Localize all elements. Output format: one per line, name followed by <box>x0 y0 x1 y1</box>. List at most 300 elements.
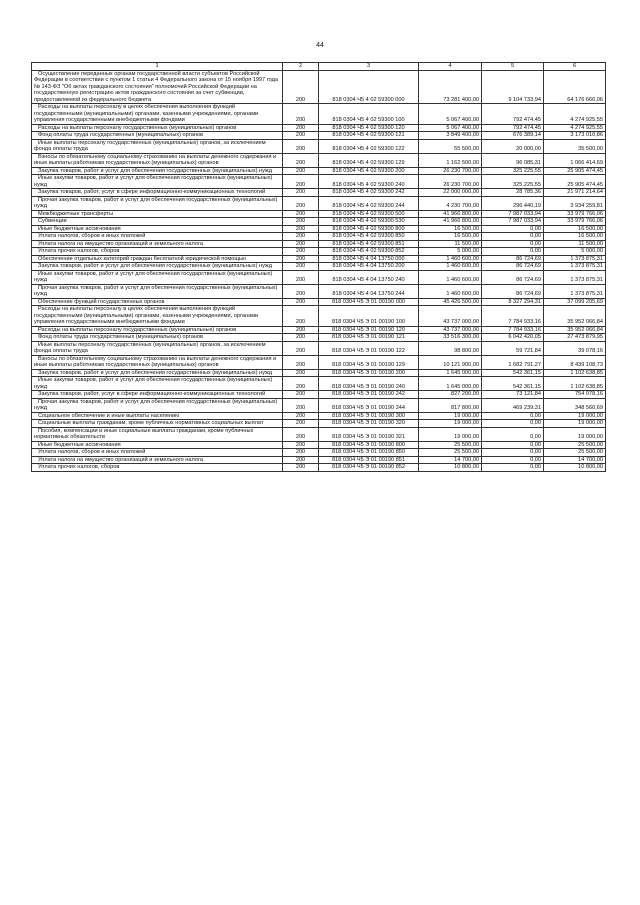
row-executed-amount: 0,00 <box>482 449 544 457</box>
row-name <box>32 284 283 298</box>
row-line-code: 200 <box>283 263 319 271</box>
row-unexecuted-amount: 348 560,69 <box>544 398 606 412</box>
row-classification-code: 818 0304 Ч5 4 04 13750 000 <box>319 255 419 263</box>
table-row <box>32 427 606 441</box>
row-classification-code: 818 0304 Ч5 Э 01 00190 121 <box>319 334 419 342</box>
row-name-text: Осуществление переданных органам государственной власти субъектов Российской Федерации в соответствии с пунктом 1 статьи 4 Федерального закона от 15 ноября 1997 года № 143-ФЗ "Об актах гражданского состояния" полномочий Российской Федерации на государственную регистрацию актов гражданского состояния за счет субвенции, предоставляемой из федерального бюджета <box>34 70 278 103</box>
row-executed-amount: 792 474,45 <box>482 104 544 125</box>
row-name <box>32 326 283 334</box>
row-approved-amount: 55 500,00 <box>419 139 482 153</box>
table-row <box>32 104 606 125</box>
row-name <box>32 270 283 284</box>
row-line-code: 200 <box>283 210 319 218</box>
row-approved-amount: 1 460 600,00 <box>419 255 482 263</box>
row-classification-code: 818 0304 Ч5 Э 01 00190 244 <box>319 398 419 412</box>
row-unexecuted-amount: 27 473 879,95 <box>544 334 606 342</box>
table-row <box>32 298 606 306</box>
row-approved-amount: 827 200,00 <box>419 391 482 399</box>
row-name-text: Иные бюджетные ассигнования <box>38 441 121 448</box>
row-name <box>32 377 283 391</box>
row-name-text: Иные бюджетные ассигнования <box>38 225 121 232</box>
row-line-code: 200 <box>283 326 319 334</box>
budget-table <box>31 62 606 472</box>
row-unexecuted-amount: 25 500,00 <box>544 441 606 449</box>
row-approved-amount: 22 000 000,00 <box>419 189 482 197</box>
row-name <box>32 298 283 306</box>
row-approved-amount: 43 737 000,00 <box>419 306 482 327</box>
row-name <box>32 218 283 226</box>
row-name-text: Расходы на выплаты персоналу в целях обеспечения выполнения функций государственными (муниципальными) органами, казенными учреждениями, органами управления государственными внебюджетными фондами <box>34 306 259 325</box>
row-line-code: 200 <box>283 218 319 226</box>
row-classification-code: 818 0304 Ч5 Э 01 00190 851 <box>319 456 419 464</box>
row-executed-amount: 0,00 <box>482 233 544 241</box>
row-classification-code: 818 0304 Ч5 4 02 59300 500 <box>319 210 419 218</box>
row-approved-amount: 10 800,00 <box>419 464 482 472</box>
row-name <box>32 464 283 472</box>
row-executed-amount: 1 682 791,27 <box>482 355 544 369</box>
table-row <box>32 391 606 399</box>
row-executed-amount: 96 085,31 <box>482 153 544 167</box>
row-unexecuted-amount: 1 373 875,31 <box>544 255 606 263</box>
row-name <box>32 104 283 125</box>
row-line-code: 200 <box>283 306 319 327</box>
row-name-text: Иные выплаты персоналу государственных (муниципальных) органов, за исключением фонда оплаты труда <box>34 341 266 354</box>
row-name-text: Уплата налогов, сборов и иных платежей <box>38 449 146 455</box>
row-approved-amount: 4 230 700,00 <box>419 196 482 210</box>
table-row <box>32 441 606 449</box>
row-unexecuted-amount: 33 979 766,06 <box>544 210 606 218</box>
row-name <box>32 334 283 342</box>
row-approved-amount: 11 500,00 <box>419 240 482 248</box>
row-classification-code: 818 0304 Ч5 4 02 59300 100 <box>319 104 419 125</box>
row-executed-amount: 542 361,15 <box>482 377 544 391</box>
table-row <box>32 225 606 233</box>
row-name-text: Взносы по обязательному социальному страхованию на выплаты денежного содержания и иные выплаты работникам государственных (муниципальных) органов <box>34 153 277 166</box>
row-executed-amount: 542 361,15 <box>482 369 544 377</box>
row-executed-amount: 0,00 <box>482 456 544 464</box>
table-row <box>32 464 606 472</box>
table-row <box>32 175 606 189</box>
row-name <box>32 175 283 189</box>
table-row <box>32 369 606 377</box>
row-line-code: 200 <box>283 298 319 306</box>
row-classification-code: 818 0304 Ч5 Э 01 00190 300 <box>319 412 419 420</box>
row-unexecuted-amount: 37 099 205,69 <box>544 298 606 306</box>
row-line-code: 200 <box>283 248 319 256</box>
row-executed-amount: 0,00 <box>482 464 544 472</box>
row-name-text: Иные закупки товаров, работ и услуг для обеспечения государственных (муниципальных) нужд <box>34 175 273 188</box>
row-unexecuted-amount: 1 066 414,69 <box>544 153 606 167</box>
row-name <box>32 369 283 377</box>
row-line-code: 200 <box>283 240 319 248</box>
row-name <box>32 255 283 263</box>
row-executed-amount: 7 784 933,16 <box>482 326 544 334</box>
row-name <box>32 355 283 369</box>
row-approved-amount: 41 966 800,00 <box>419 218 482 226</box>
row-name-text: Иные выплаты персоналу государственных (муниципальных) органов, за исключением фонда оплаты труда <box>34 139 266 152</box>
row-name <box>32 167 283 175</box>
row-line-code: 200 <box>283 124 319 132</box>
table-row <box>32 248 606 256</box>
row-executed-amount: 7 987 033,94 <box>482 210 544 218</box>
row-classification-code: 818 0304 Ч5 4 02 59300 122 <box>319 139 419 153</box>
row-line-code: 200 <box>283 412 319 420</box>
row-line-code: 200 <box>283 196 319 210</box>
row-unexecuted-amount: 1 102 638,85 <box>544 369 606 377</box>
row-approved-amount: 19 000,00 <box>419 427 482 441</box>
row-classification-code: 818 0304 Ч5 4 02 59300 000 <box>319 70 419 104</box>
row-unexecuted-amount: 4 274 925,55 <box>544 124 606 132</box>
row-approved-amount: 817 800,00 <box>419 398 482 412</box>
row-unexecuted-amount: 1 373 875,31 <box>544 263 606 271</box>
row-unexecuted-amount: 33 979 766,06 <box>544 218 606 226</box>
table-row <box>32 263 606 271</box>
row-approved-amount: 73 281 400,00 <box>419 70 482 104</box>
row-classification-code: 818 0304 Ч5 4 02 59300 121 <box>319 132 419 140</box>
row-unexecuted-amount: 5 000,00 <box>544 248 606 256</box>
row-unexecuted-amount: 1 373 875,31 <box>544 284 606 298</box>
row-unexecuted-amount: 35 952 066,84 <box>544 326 606 334</box>
row-unexecuted-amount: 21 971 214,64 <box>544 189 606 197</box>
row-classification-code: 818 0304 Ч5 4 04 13750 200 <box>319 263 419 271</box>
row-classification-code: 818 0304 Ч5 Э 01 00190 100 <box>319 306 419 327</box>
row-unexecuted-amount: 1 373 875,31 <box>544 270 606 284</box>
row-name-text: Закупка товаров, работ, услуг в сфере информационно-коммуникационных технологий <box>38 189 266 195</box>
table-row <box>32 240 606 248</box>
row-unexecuted-amount: 16 500,00 <box>544 225 606 233</box>
row-approved-amount: 5 067 400,00 <box>419 124 482 132</box>
row-executed-amount: 28 785,36 <box>482 189 544 197</box>
row-executed-amount: 86 724,69 <box>482 263 544 271</box>
row-unexecuted-amount: 25 500,00 <box>544 449 606 457</box>
row-classification-code: 818 0304 Ч5 Э 01 00190 122 <box>319 341 419 355</box>
row-unexecuted-amount: 64 176 666,06 <box>544 70 606 104</box>
row-approved-amount: 41 966 800,00 <box>419 210 482 218</box>
table-row <box>32 456 606 464</box>
row-executed-amount: 6 042 420,05 <box>482 334 544 342</box>
row-name-text: Закупка товаров, работ, услуг в сфере информационно-коммуникационных технологий <box>38 391 266 397</box>
row-line-code: 200 <box>283 167 319 175</box>
row-line-code: 200 <box>283 139 319 153</box>
row-classification-code: 818 0304 Ч5 4 02 59300 800 <box>319 225 419 233</box>
row-name-text: Расходы на выплаты персоналу в целях обеспечения выполнения функций государственными (муниципальными) органами, казенными учреждениями, органами управления государственными внебюджетными фондами <box>34 104 259 123</box>
row-line-code: 200 <box>283 449 319 457</box>
row-name <box>32 233 283 241</box>
table-row <box>32 210 606 218</box>
row-approved-amount: 98 800,00 <box>419 341 482 355</box>
row-name-text: Прочая закупка товаров, работ и услуг для обеспечения государственных (муниципальных) нужд <box>34 196 278 209</box>
row-executed-amount: 325 225,55 <box>482 167 544 175</box>
row-name-text: Уплата прочих налогов, сборов <box>38 464 120 470</box>
row-classification-code: 818 0304 Ч5 Э 01 00190 320 <box>319 420 419 428</box>
row-name-text: Закупка товаров, работ и услуг для обеспечения государственных (муниципальных) нужд <box>38 369 272 376</box>
row-classification-code: 818 0304 Ч5 4 02 59300 129 <box>319 153 419 167</box>
row-name <box>32 306 283 327</box>
row-executed-amount: 0,00 <box>482 248 544 256</box>
row-approved-amount: 1 162 500,00 <box>419 153 482 167</box>
table-row <box>32 70 606 104</box>
row-unexecuted-amount: 19 000,00 <box>544 427 606 441</box>
row-name-text: Межбюджетные трансферты <box>38 210 114 217</box>
row-approved-amount: 1 460 600,00 <box>419 284 482 298</box>
row-name-text: Социальные выплаты гражданам, кроме публичных нормативных социальных выплат <box>38 420 264 426</box>
table-row <box>32 334 606 342</box>
table-row <box>32 189 606 197</box>
row-line-code: 200 <box>283 225 319 233</box>
row-name-text: Уплата налога на имущество организаций и земельного налога <box>38 456 203 463</box>
row-executed-amount: 8 327 294,31 <box>482 298 544 306</box>
row-name <box>32 263 283 271</box>
row-classification-code: 818 0304 Ч5 Э 01 00190 129 <box>319 355 419 369</box>
row-line-code: 200 <box>283 377 319 391</box>
row-approved-amount: 45 426 500,00 <box>419 298 482 306</box>
row-name-text: Обеспечение функций государственных органов <box>38 298 165 305</box>
row-line-code: 200 <box>283 284 319 298</box>
row-approved-amount: 1 645 000,00 <box>419 377 482 391</box>
row-classification-code: 818 0304 Ч5 4 02 59300 244 <box>319 196 419 210</box>
table-row <box>32 153 606 167</box>
row-executed-amount: 325 225,55 <box>482 175 544 189</box>
row-approved-amount: 26 230 700,00 <box>419 175 482 189</box>
table-row <box>32 139 606 153</box>
row-approved-amount: 5 000,00 <box>419 248 482 256</box>
table-row <box>32 420 606 428</box>
row-name <box>32 240 283 248</box>
row-unexecuted-amount: 1 102 638,85 <box>544 377 606 391</box>
column-number: 5 <box>482 63 544 71</box>
row-name <box>32 412 283 420</box>
table-row <box>32 196 606 210</box>
row-classification-code: 818 0304 Ч5 Э 01 00190 200 <box>319 369 419 377</box>
row-approved-amount: 19 000,00 <box>419 412 482 420</box>
row-approved-amount: 25 500,00 <box>419 441 482 449</box>
row-approved-amount: 1 645 000,00 <box>419 369 482 377</box>
row-executed-amount: 86 724,69 <box>482 270 544 284</box>
row-name <box>32 420 283 428</box>
row-name <box>32 427 283 441</box>
row-unexecuted-amount: 25 905 474,45 <box>544 175 606 189</box>
row-line-code: 200 <box>283 270 319 284</box>
row-unexecuted-amount: 35 952 066,84 <box>544 306 606 327</box>
column-number: 3 <box>319 63 419 71</box>
row-approved-amount: 14 700,00 <box>419 456 482 464</box>
row-classification-code: 818 0304 Ч5 4 02 59300 851 <box>319 240 419 248</box>
row-line-code: 200 <box>283 420 319 428</box>
row-line-code: 200 <box>283 456 319 464</box>
row-approved-amount: 10 121 900,00 <box>419 355 482 369</box>
row-executed-amount: 0,00 <box>482 412 544 420</box>
row-name <box>32 132 283 140</box>
row-unexecuted-amount: 14 700,00 <box>544 456 606 464</box>
table-row <box>32 355 606 369</box>
row-executed-amount: 0,00 <box>482 420 544 428</box>
row-classification-code: 818 0304 Ч5 4 04 13750 244 <box>319 284 419 298</box>
row-approved-amount: 16 500,00 <box>419 233 482 241</box>
row-name <box>32 124 283 132</box>
row-name <box>32 341 283 355</box>
row-classification-code: 818 0304 Ч5 4 02 59300 242 <box>319 189 419 197</box>
row-approved-amount: 19 000,00 <box>419 420 482 428</box>
row-executed-amount: 792 474,45 <box>482 124 544 132</box>
row-executed-amount: 73 121,84 <box>482 391 544 399</box>
row-line-code: 200 <box>283 341 319 355</box>
row-line-code: 200 <box>283 464 319 472</box>
row-unexecuted-amount: 10 800,00 <box>544 464 606 472</box>
row-classification-code: 818 0304 Ч5 4 02 59300 852 <box>319 248 419 256</box>
row-line-code: 200 <box>283 104 319 125</box>
column-number: 1 <box>32 63 283 71</box>
row-unexecuted-amount: 4 274 925,55 <box>544 104 606 125</box>
row-executed-amount: 0,00 <box>482 427 544 441</box>
row-approved-amount: 16 500,00 <box>419 225 482 233</box>
row-executed-amount: 469 239,31 <box>482 398 544 412</box>
row-name-text: Пособия, компенсации и иные социальные выплаты гражданам, кроме публичных нормативных обязательств <box>34 427 254 440</box>
row-classification-code: 818 0304 Ч5 4 02 59300 240 <box>319 175 419 189</box>
row-executed-amount: 59 721,84 <box>482 341 544 355</box>
row-classification-code: 818 0304 Ч5 4 04 13750 240 <box>319 270 419 284</box>
row-name-text: Социальное обеспечение и иные выплаты населению <box>38 412 180 419</box>
row-unexecuted-amount: 3 173 010,86 <box>544 132 606 140</box>
row-executed-amount: 20 000,00 <box>482 139 544 153</box>
row-name-text: Закупка товаров, работ и услуг для обеспечения государственных (муниципальных) нужд <box>38 263 272 269</box>
row-line-code: 200 <box>283 132 319 140</box>
row-unexecuted-amount: 16 500,00 <box>544 233 606 241</box>
row-name-text: Фонд оплаты труда государственных (муниципальных) органов <box>38 132 203 138</box>
row-name-text: Иные закупки товаров, работ и услуг для обеспечения государственных (муниципальных) нужд <box>34 270 273 283</box>
row-approved-amount: 26 230 700,00 <box>419 167 482 175</box>
row-executed-amount: 7 987 033,94 <box>482 218 544 226</box>
table-row <box>32 398 606 412</box>
table-row <box>32 306 606 327</box>
row-name-text: Уплата прочих налогов, сборов <box>38 248 120 254</box>
table-row <box>32 377 606 391</box>
row-unexecuted-amount: 35 500,00 <box>544 139 606 153</box>
row-name-text: Фонд оплаты труда государственных (муниципальных) органов <box>38 334 203 340</box>
row-name <box>32 441 283 449</box>
row-classification-code: 818 0304 Ч5 Э 01 00190 240 <box>319 377 419 391</box>
row-classification-code: 818 0304 Ч5 Э 01 00190 800 <box>319 441 419 449</box>
row-executed-amount: 0,00 <box>482 240 544 248</box>
row-approved-amount: 25 500,00 <box>419 449 482 457</box>
table-row <box>32 284 606 298</box>
row-name-text: Взносы по обязательному социальному страхованию на выплаты денежного содержания и иные выплаты работникам государственных (муниципальных) органов <box>34 355 277 368</box>
row-name-text: Уплата налогов, сборов и иных платежей <box>38 233 146 239</box>
row-classification-code: 818 0304 Ч5 Э 01 00190 321 <box>319 427 419 441</box>
row-unexecuted-amount: 3 934 259,81 <box>544 196 606 210</box>
row-approved-amount: 3 849 400,00 <box>419 132 482 140</box>
row-unexecuted-amount: 754 078,16 <box>544 391 606 399</box>
column-number: 2 <box>283 63 319 71</box>
row-classification-code: 818 0304 Ч5 4 02 59300 530 <box>319 218 419 226</box>
table-row <box>32 167 606 175</box>
row-name <box>32 210 283 218</box>
row-classification-code: 818 0304 Ч5 Э 01 00190 852 <box>319 464 419 472</box>
row-line-code: 200 <box>283 175 319 189</box>
row-line-code: 200 <box>283 427 319 441</box>
row-executed-amount: 86 724,69 <box>482 255 544 263</box>
row-executed-amount: 676 389,14 <box>482 132 544 140</box>
row-classification-code: 818 0304 Ч5 4 02 59300 120 <box>319 124 419 132</box>
page-number: 44 <box>316 42 324 49</box>
row-unexecuted-amount: 8 439 108,73 <box>544 355 606 369</box>
row-unexecuted-amount: 19 000,00 <box>544 412 606 420</box>
column-number: 4 <box>419 63 482 71</box>
row-classification-code: 818 0304 Ч5 4 02 59300 850 <box>319 233 419 241</box>
row-line-code: 200 <box>283 391 319 399</box>
row-name <box>32 196 283 210</box>
row-executed-amount: 7 784 933,16 <box>482 306 544 327</box>
table-row <box>32 341 606 355</box>
row-name <box>32 225 283 233</box>
row-approved-amount: 43 737 000,00 <box>419 326 482 334</box>
row-line-code: 200 <box>283 355 319 369</box>
row-classification-code: 818 0304 Ч5 4 02 59300 200 <box>319 167 419 175</box>
table-row <box>32 255 606 263</box>
row-line-code: 200 <box>283 369 319 377</box>
row-name <box>32 456 283 464</box>
row-line-code: 200 <box>283 233 319 241</box>
row-name-text: Прочая закупка товаров, работ и услуг для обеспечения государственных (муниципальных) нужд <box>34 398 278 411</box>
row-name <box>32 391 283 399</box>
column-number-row <box>32 63 606 71</box>
row-name <box>32 248 283 256</box>
row-line-code: 200 <box>283 255 319 263</box>
row-line-code: 200 <box>283 334 319 342</box>
row-name-text: Уплата налога на имущество организаций и земельного налога <box>38 240 203 247</box>
row-classification-code: 818 0304 Ч5 Э 01 00190 000 <box>319 298 419 306</box>
row-line-code: 200 <box>283 441 319 449</box>
row-name-text: Расходы на выплаты персоналу государственных (муниципальных) органов <box>38 124 237 131</box>
table-row <box>32 326 606 334</box>
row-name-text: Прочая закупка товаров, работ и услуг для обеспечения государственных (муниципальных) нужд <box>34 284 278 297</box>
row-name-text: Обеспечение отдельных категорий граждан бесплатной юридической помощью <box>38 255 247 262</box>
column-number: 6 <box>544 63 606 71</box>
table-row <box>32 218 606 226</box>
row-approved-amount: 1 460 600,00 <box>419 263 482 271</box>
row-name-text: Расходы на выплаты персоналу государственных (муниципальных) органов <box>38 326 237 333</box>
row-executed-amount: 9 104 733,94 <box>482 70 544 104</box>
row-approved-amount: 1 460 600,00 <box>419 270 482 284</box>
row-name-text: Иные закупки товаров, работ и услуг для обеспечения государственных (муниципальных) нужд <box>34 377 273 390</box>
table-row <box>32 233 606 241</box>
table-row <box>32 132 606 140</box>
table-row <box>32 412 606 420</box>
row-name-text: Закупка товаров, работ и услуг для обеспечения государственных (муниципальных) нужд <box>38 167 272 174</box>
row-line-code: 200 <box>283 153 319 167</box>
row-line-code: 200 <box>283 398 319 412</box>
row-name <box>32 398 283 412</box>
row-unexecuted-amount: 39 078,16 <box>544 341 606 355</box>
row-approved-amount: 33 516 300,00 <box>419 334 482 342</box>
row-name-text: Субвенции <box>38 218 67 224</box>
row-executed-amount: 86 724,69 <box>482 284 544 298</box>
row-name <box>32 153 283 167</box>
row-name <box>32 189 283 197</box>
row-executed-amount: 296 440,19 <box>482 196 544 210</box>
table-row <box>32 449 606 457</box>
row-name <box>32 70 283 104</box>
table-row <box>32 270 606 284</box>
row-name <box>32 449 283 457</box>
budget-table-body <box>32 63 606 472</box>
row-unexecuted-amount: 25 905 474,45 <box>544 167 606 175</box>
row-approved-amount: 5 067 400,00 <box>419 104 482 125</box>
row-line-code: 200 <box>283 189 319 197</box>
row-line-code: 200 <box>283 70 319 104</box>
row-executed-amount: 0,00 <box>482 225 544 233</box>
row-classification-code: 818 0304 Ч5 Э 01 00190 242 <box>319 391 419 399</box>
row-classification-code: 818 0304 Ч5 Э 01 00190 120 <box>319 326 419 334</box>
